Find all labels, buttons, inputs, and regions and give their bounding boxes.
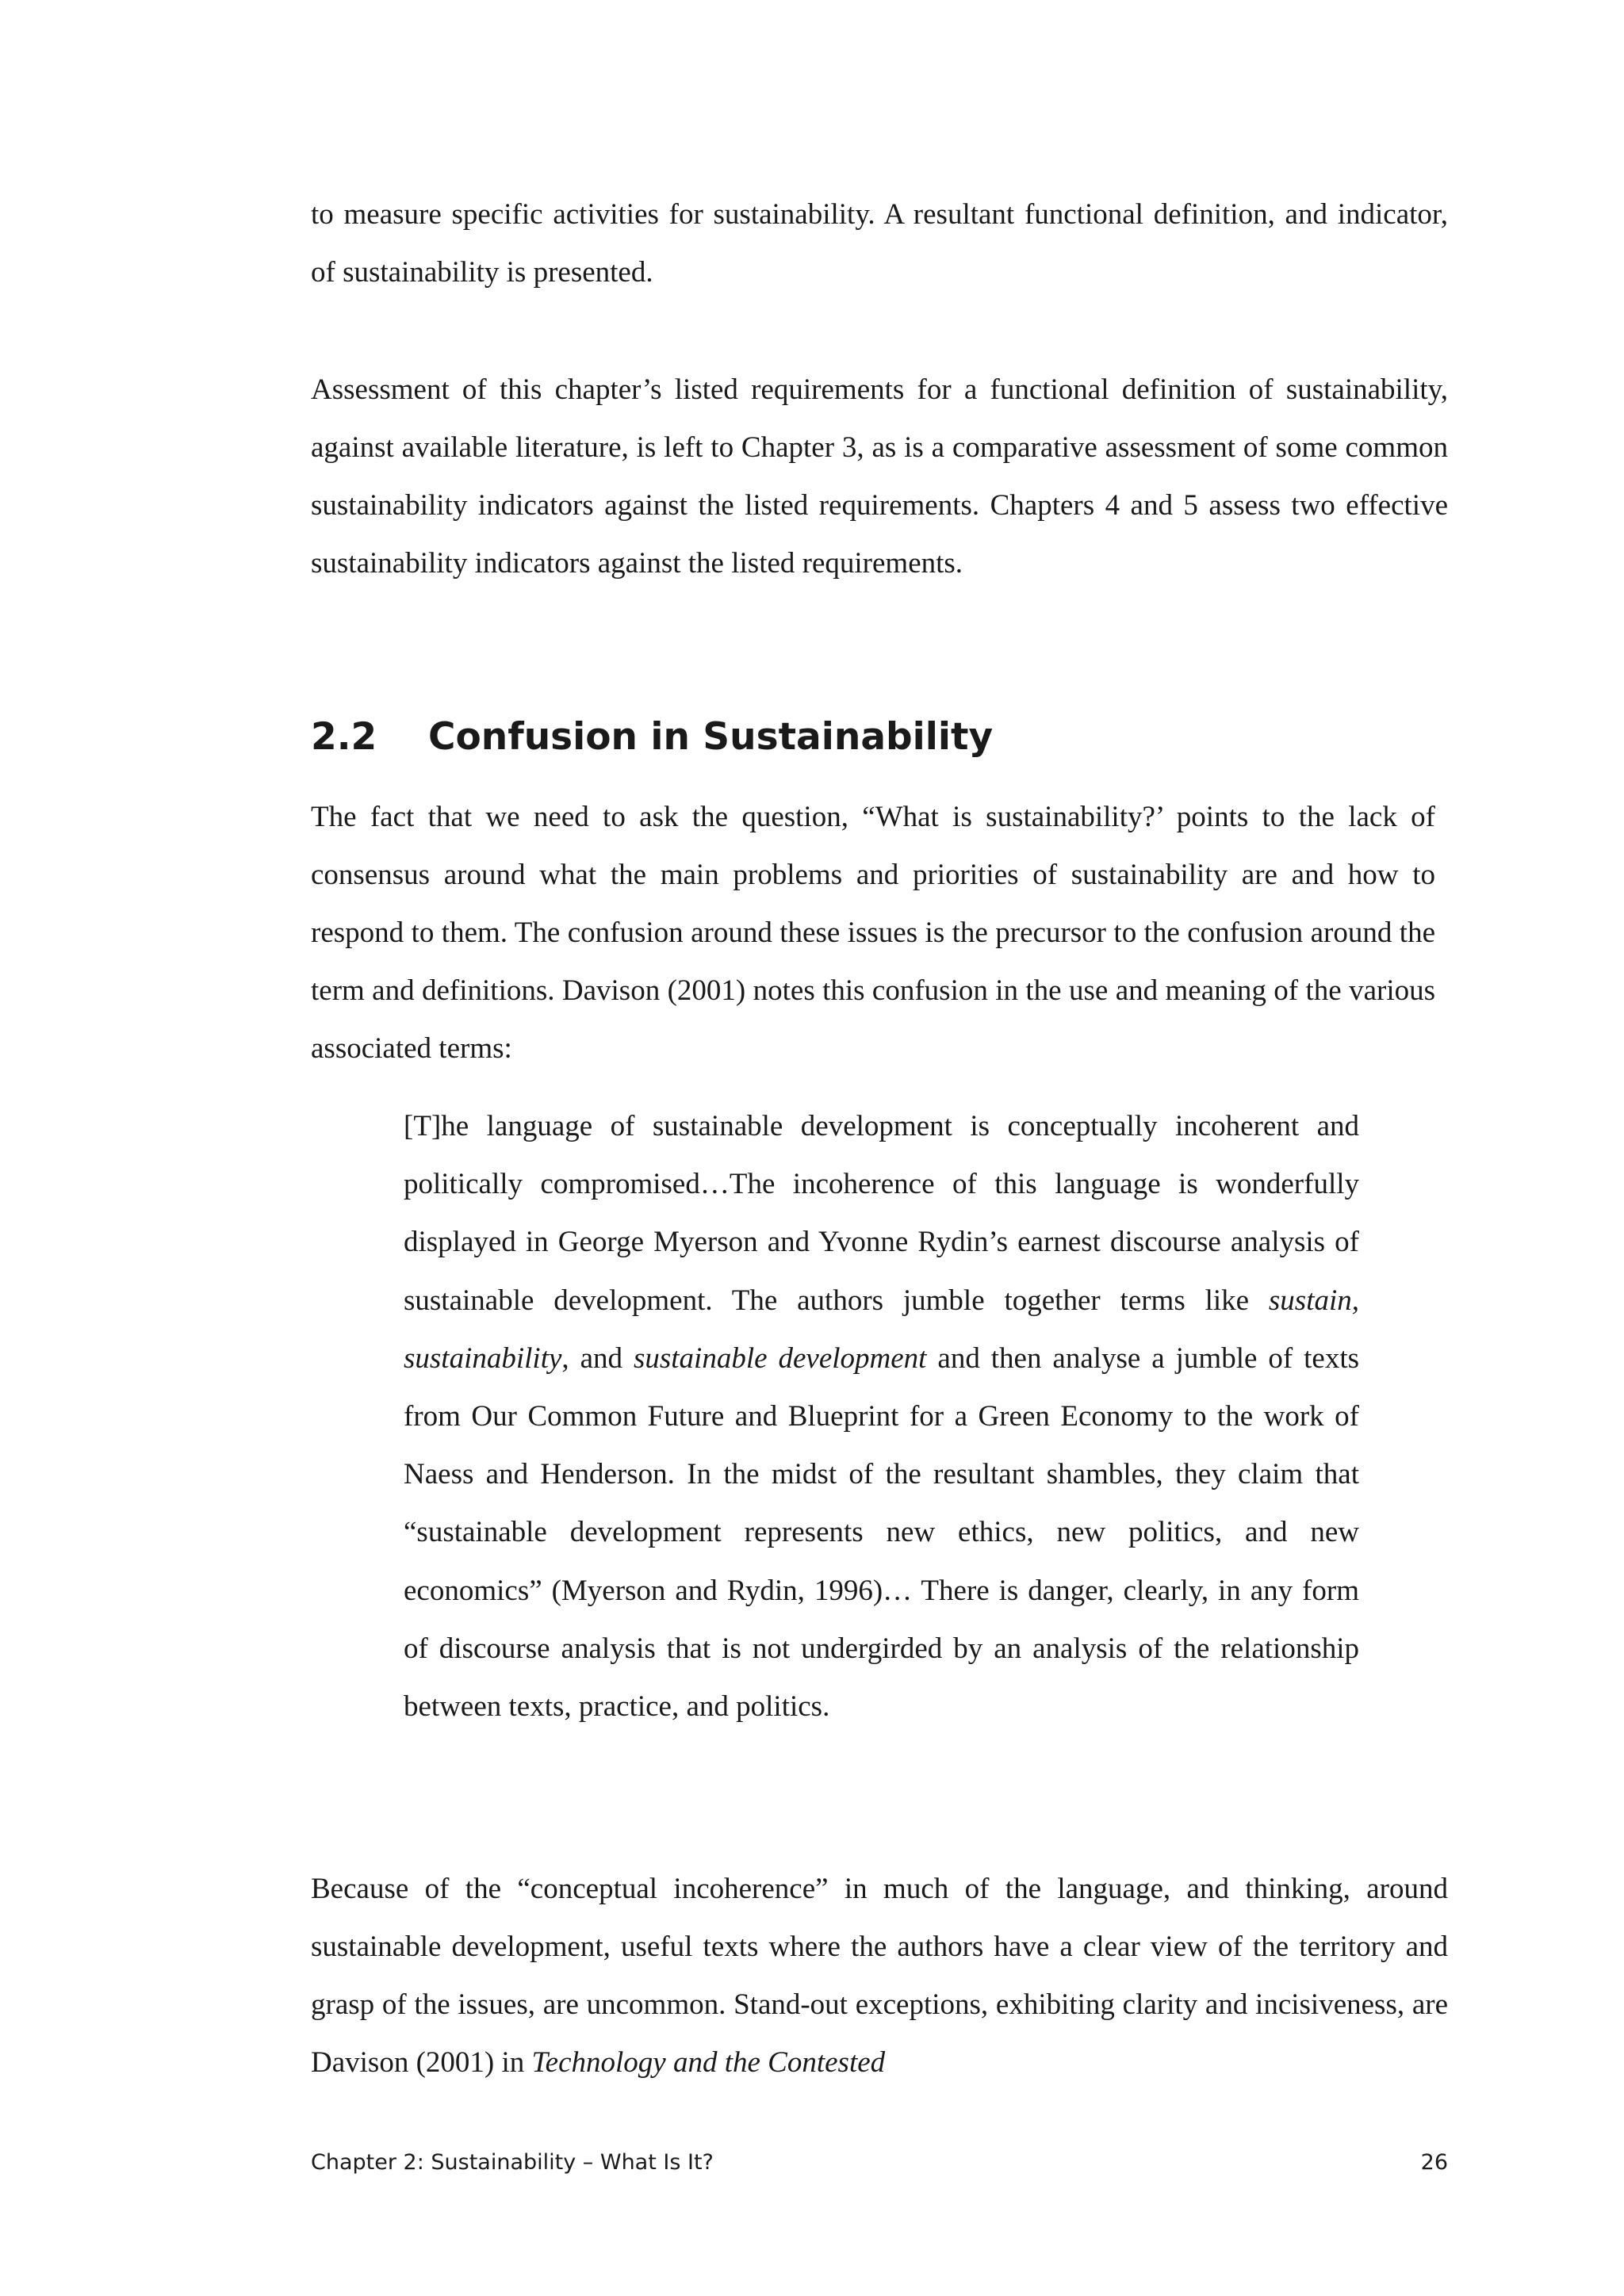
- paragraph-intro-end: to measure specific activities for sustainability. A resultant functional definition, and indicator, of sustainability is presented.: [311, 198, 1448, 289]
- closing-italic-title: Technology and the Contested: [531, 2046, 886, 2079]
- footer-page-number: 26: [1420, 2150, 1448, 2175]
- paragraph-assessment: Assessment of this chapter’s listed requirements for a functional definition of sustainability, against available literature, is left to Chapter 3, as is a comparative assessment of some common sustainability indicators against the listed requirements. Chapters 4 and 5 assess two effective sustainability indicators against the listed requirements.: [311, 373, 1448, 580]
- closing-text: Because of the “conceptual incoherence” in much of the language, and thinking, around sustainable development, useful texts where the authors have a clear view of the territory and grasp of the issues, are uncommon. Stand-out exceptions, exhibiting clarity and incisiveness, are Davison (2001) in: [311, 1873, 1448, 2079]
- blockquote: [404, 1097, 1359, 1735]
- footer-chapter-title: Chapter 2: Sustainability – What Is It?: [311, 2150, 714, 2175]
- section-heading: [311, 710, 993, 765]
- blockquote-text-3: and then analyse a jumble of texts from Our Common Future and Blueprint for a Green Economy to the work of Naess and Henderson. In the midst of the resultant shambles, they claim that “sustainable development represents new ethics, new politics, and new economics” (Myerson and Rydin, 1996)… There is danger, clearly, in any form of discourse analysis that is not undergirded by an analysis of the relationship between texts, practice, and politics.: [404, 1341, 1359, 1724]
- paragraph-closing: [311, 1860, 1448, 2091]
- blockquote-text-2: , and: [561, 1341, 634, 1375]
- blockquote-text-1: [T]he language of sustainable development is conceptually incoherent and politically compromised…The incoherence of this language is wonderfully displayed in George Myerson and Yvonne Rydin’s earnest discourse analysis of sustainable development. The authors jumble together terms like: [404, 1110, 1359, 1317]
- section-number: 2.2: [311, 715, 377, 759]
- paragraph-confusion: The fact that we need to ask the question, “What is sustainability?’ points to the lack of consensus around what the main problems and priorities of sustainability are and how to respond to them. The confusion around these issues is the precursor to the confusion around the term and definitions. Davison (2001) notes this confusion in the use and meaning of the various associated terms:: [311, 801, 1435, 1065]
- blockquote-italic-term: sustainable development: [633, 1341, 927, 1375]
- blockquote-italic-terms: sustain, sustainability: [404, 1284, 1359, 1375]
- section-title: Confusion in Sustainability: [428, 715, 994, 759]
